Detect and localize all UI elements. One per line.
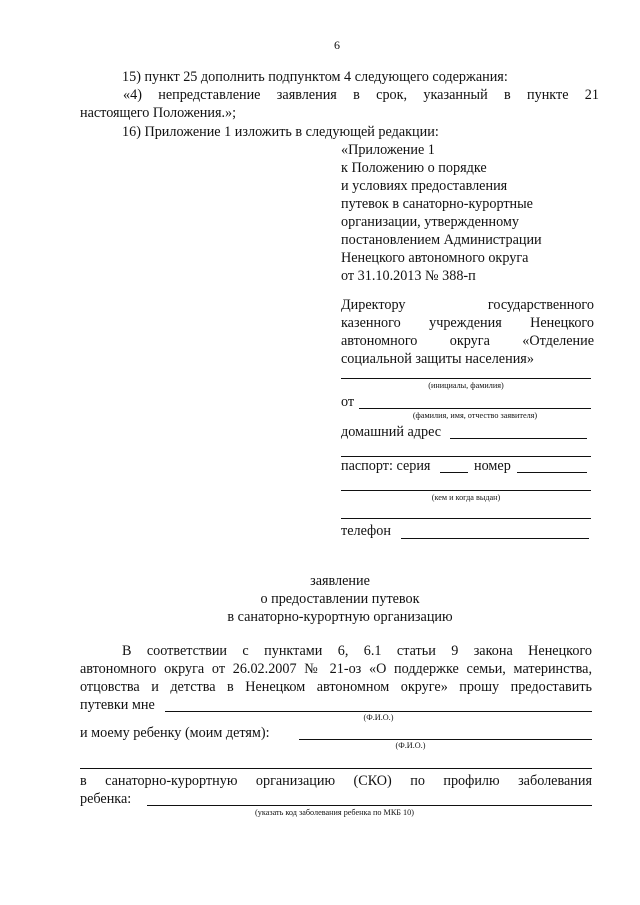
address-field-line-1[interactable] (450, 438, 587, 439)
passport-issued-field-line-2[interactable] (341, 518, 591, 519)
appendix-header-line: путевок в санаторно-курортные (341, 196, 533, 212)
appendix-header-line: Ненецкого автономного округа (341, 250, 529, 266)
addressee-line: автономного округа «Отделение (341, 333, 594, 349)
addressee-line: социальной защиты населения» (341, 351, 534, 367)
body-line3: отцовства и детства в Ненецком автономном округе» прошу предоставить (80, 679, 592, 695)
appendix-header-line: и условиях предоставления (341, 178, 508, 194)
document-title-line3: в санаторно-курортную организацию (227, 609, 453, 625)
address-field-line-2[interactable] (341, 456, 591, 457)
sko-line1: в санаторно-курортную организацию (СКО) по профилю заболевания (80, 773, 592, 789)
appendix-header-line: постановлением Администрации (341, 232, 542, 248)
applicant-name-field-line[interactable] (359, 408, 591, 409)
passport-number-label: номер (474, 458, 511, 474)
appendix-header-line: от 31.10.2013 № 388-п (341, 268, 476, 284)
initials-field-line[interactable] (341, 378, 591, 379)
fio-caption-1: (Ф.И.О.) (363, 713, 394, 722)
passport-series-field-line[interactable] (440, 472, 468, 473)
address-label: домашний адрес (341, 424, 442, 440)
child-label: и моему ребенку (моим детям): (80, 725, 270, 741)
child-fio-field-line[interactable] (299, 739, 592, 740)
passport-issued-field-line[interactable] (341, 490, 591, 491)
icd-code-field-line[interactable] (147, 805, 592, 806)
appendix-header-line: к Положению о порядке (341, 160, 487, 176)
page-number: 6 (334, 38, 340, 52)
body-line4: путевки мне (80, 697, 155, 713)
initials-caption: (инициалы, фамилия) (428, 381, 504, 390)
body-line1: В соответствии с пунктами 6, 6.1 статьи 9 закона Ненецкого (122, 643, 592, 659)
addressee-line: казенного учреждения Ненецкого (341, 315, 594, 331)
document-title-line2: о предоставлении путевок (260, 591, 420, 607)
issued-caption: (кем и когда выдан) (431, 493, 501, 502)
amendment-item-15-text-line1: «4) непредставление заявления в срок, указанный в пункте 21 (123, 87, 599, 103)
document-title-line1: заявление (310, 573, 370, 589)
addressee-line: Директору государственного (341, 297, 594, 313)
body-line2: автономного округа от 26.02.2007 № 21-оз «О поддержке семьи, материнства, (80, 661, 592, 677)
child-fio-field-line-2[interactable] (80, 768, 592, 769)
applicant-caption: (фамилия, имя, отчество заявителя) (412, 411, 538, 420)
passport-series-label: паспорт: серия (341, 458, 431, 474)
from-label: от (341, 394, 355, 410)
icd-caption: (указать код заболевания ребенка по МКБ 10) (255, 808, 414, 817)
amendment-item-16: 16) Приложение 1 изложить в следующей редакции: (122, 124, 439, 140)
phone-field-line[interactable] (401, 538, 589, 539)
amendment-item-15-text-line2: настоящего Положения.»; (80, 105, 237, 121)
applicant-fio-field-line[interactable] (165, 711, 592, 712)
amendment-item-15: 15) пункт 25 дополнить подпунктом 4 следующего содержания: (122, 69, 508, 85)
passport-number-field-line[interactable] (517, 472, 587, 473)
phone-label: телефон (341, 523, 391, 539)
appendix-header-line: организации, утвержденному (341, 214, 519, 230)
fio-caption-2: (Ф.И.О.) (395, 741, 426, 750)
sko-line2: ребенка: (80, 791, 132, 807)
appendix-header-line: «Приложение 1 (341, 142, 435, 158)
